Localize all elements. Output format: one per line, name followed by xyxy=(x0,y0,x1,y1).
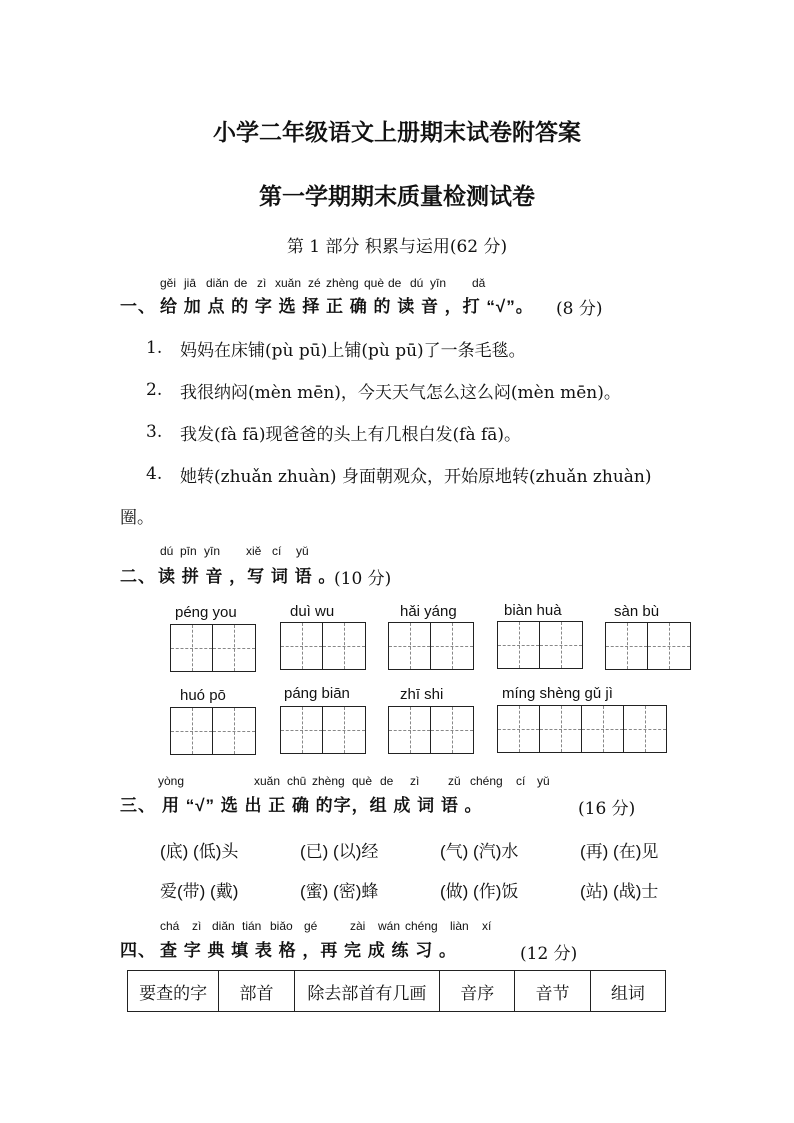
question-number: 4. xyxy=(146,464,163,484)
grid-cell[interactable] xyxy=(582,706,624,752)
grid-cell[interactable] xyxy=(171,625,213,671)
table-header: 音序 xyxy=(440,971,515,1012)
question-number: 2. xyxy=(146,380,163,400)
pinyin: chéng xyxy=(470,774,503,788)
pinyin: yīn xyxy=(204,544,221,558)
question-text-continued: 圈。 xyxy=(120,508,154,528)
pinyin: gěi xyxy=(160,276,177,290)
table-header: 要查的字 xyxy=(128,971,219,1012)
word-choice[interactable]: (气) (汽)水 xyxy=(440,842,519,861)
pinyin: què xyxy=(364,276,385,290)
grid-cell[interactable] xyxy=(323,623,365,669)
pinyin: de xyxy=(380,774,394,788)
pinyin: yǔ xyxy=(537,774,550,788)
question-text: 妈妈在床铺(pù pū)上铺(pù pū)了一条毛毯。 xyxy=(180,341,526,361)
pinyin: què xyxy=(352,774,373,788)
word-choice[interactable]: 爱(带) (戴) xyxy=(160,882,239,901)
section-score: (16 分) xyxy=(578,799,636,819)
word-pinyin: páng biān xyxy=(284,685,350,702)
writing-grid[interactable] xyxy=(605,622,691,670)
pinyin: pīn xyxy=(180,544,197,558)
grid-cell[interactable] xyxy=(431,707,473,753)
pinyin: xí xyxy=(482,919,492,933)
pinyin: zì xyxy=(192,919,202,933)
word-choice[interactable]: (再) (在)见 xyxy=(580,842,659,861)
pinyin: xiě xyxy=(246,544,262,558)
table-header: 除去部首有几画 xyxy=(294,971,440,1012)
pinyin: xuǎn xyxy=(254,774,281,788)
section-number: 四、 xyxy=(120,941,156,960)
pinyin: de xyxy=(234,276,248,290)
grid-cell[interactable] xyxy=(648,623,690,669)
writing-grid[interactable] xyxy=(280,622,366,670)
pinyin: zhèng xyxy=(312,774,345,788)
pinyin: cí xyxy=(272,544,282,558)
word-choice[interactable]: (做) (作)饭 xyxy=(440,882,519,901)
pinyin: yīn xyxy=(430,276,447,290)
section-heading: 读 拼 音 ，写 词 语 。 xyxy=(158,567,337,586)
table-header: 部首 xyxy=(219,971,294,1012)
pinyin: xuǎn xyxy=(275,276,302,290)
grid-cell[interactable] xyxy=(389,707,431,753)
pinyin: biǎo xyxy=(270,919,293,933)
word-pinyin: huó pō xyxy=(180,687,226,704)
section-heading: 给 加 点 的 字 选 择 正 确 的 读 音 ，打 “√”。 xyxy=(160,297,534,316)
writing-grid[interactable] xyxy=(170,707,256,755)
section-number: 一、 xyxy=(120,297,156,316)
pinyin: gé xyxy=(304,919,318,933)
pinyin: zì xyxy=(410,774,420,788)
pinyin: zì xyxy=(257,276,267,290)
writing-grid[interactable] xyxy=(497,621,583,669)
writing-grid[interactable] xyxy=(388,622,474,670)
pinyin: dú xyxy=(410,276,424,290)
grid-cell[interactable] xyxy=(606,623,648,669)
question-text: 她转(zhuǎn zhuàn) 身面朝观众，开始原地转(zhuǎn zhuàn) xyxy=(180,467,652,487)
grid-cell[interactable] xyxy=(213,708,255,754)
grid-cell[interactable] xyxy=(171,708,213,754)
word-choice[interactable]: (底) (低)头 xyxy=(160,842,239,861)
writing-grid[interactable] xyxy=(280,706,366,754)
main-title: 小学二年级语文上册期末试卷附答案 xyxy=(213,119,581,145)
pinyin: zhèng xyxy=(326,276,359,290)
table-header-row xyxy=(128,971,666,1012)
pinyin: yǔ xyxy=(296,544,309,558)
pinyin: de xyxy=(388,276,402,290)
word-pinyin: hǎi yáng xyxy=(400,603,457,620)
pinyin: diǎn xyxy=(206,276,229,290)
grid-cell[interactable] xyxy=(323,707,365,753)
section-score: (12 分) xyxy=(520,944,578,964)
question-number: 3. xyxy=(146,422,163,442)
word-pinyin: sàn bù xyxy=(614,603,660,620)
pinyin: chū xyxy=(287,774,307,788)
table-header: 组词 xyxy=(590,971,665,1012)
section-score: (10 分) xyxy=(334,569,392,589)
grid-cell[interactable] xyxy=(213,625,255,671)
dictionary-table xyxy=(127,970,666,1012)
pinyin: tián xyxy=(242,919,262,933)
writing-grid[interactable] xyxy=(497,705,667,753)
grid-cell[interactable] xyxy=(624,706,666,752)
question-text: 我很纳闷(mèn mēn)，今天天气怎么这么闷(mèn mēn)。 xyxy=(180,383,621,403)
word-pinyin: zhī shi xyxy=(400,686,444,703)
word-pinyin: péng you xyxy=(175,604,237,621)
section-heading: 用 “√” 选 出 正 确 的字，组 成 词 语 。 xyxy=(162,796,483,815)
pinyin: zǔ xyxy=(448,774,461,788)
pinyin: yòng xyxy=(158,774,185,788)
pinyin: chá xyxy=(160,919,180,933)
grid-cell[interactable] xyxy=(281,623,323,669)
question-number: 1. xyxy=(146,338,163,358)
grid-cell[interactable] xyxy=(389,623,431,669)
grid-cell[interactable] xyxy=(540,706,582,752)
grid-cell[interactable] xyxy=(498,622,540,668)
word-pinyin: biàn huà xyxy=(504,602,562,619)
word-choice[interactable]: (站) (战)士 xyxy=(580,882,659,901)
grid-cell[interactable] xyxy=(498,706,540,752)
word-choice[interactable]: (蜜) (密)蜂 xyxy=(300,882,379,901)
sub-title: 第一学期期末质量检测试卷 xyxy=(259,183,535,209)
question-text: 我发(fà fā)现爸爸的头上有几根白发(fà fā)。 xyxy=(180,425,522,445)
pinyin: diǎn xyxy=(212,919,235,933)
word-pinyin: míng shèng gǔ jì xyxy=(502,685,613,702)
part-heading: 第 1 部分 积累与运用(62 分) xyxy=(286,237,508,257)
section-heading: 查 字 典 填 表 格 ，再 完 成 练 习 。 xyxy=(160,941,457,960)
grid-cell[interactable] xyxy=(431,623,473,669)
word-choice[interactable]: (已) (以)经 xyxy=(300,842,379,861)
pinyin: dú xyxy=(160,544,174,558)
section-score: (8 分) xyxy=(556,299,603,319)
pinyin: jiā xyxy=(184,276,197,290)
pinyin: zài xyxy=(350,919,366,933)
writing-grid[interactable] xyxy=(170,624,256,672)
pinyin: liàn xyxy=(450,919,469,933)
writing-grid[interactable] xyxy=(388,706,474,754)
table-header: 音节 xyxy=(515,971,590,1012)
section-number: 二、 xyxy=(120,567,156,586)
pinyin: cí xyxy=(516,774,526,788)
grid-cell[interactable] xyxy=(540,622,582,668)
pinyin: wán xyxy=(378,919,401,933)
section-number: 三、 xyxy=(120,796,156,815)
pinyin: chéng xyxy=(405,919,438,933)
pinyin: dǎ xyxy=(472,276,486,290)
pinyin: zé xyxy=(308,276,321,290)
grid-cell[interactable] xyxy=(281,707,323,753)
word-pinyin: duì wu xyxy=(290,603,335,620)
